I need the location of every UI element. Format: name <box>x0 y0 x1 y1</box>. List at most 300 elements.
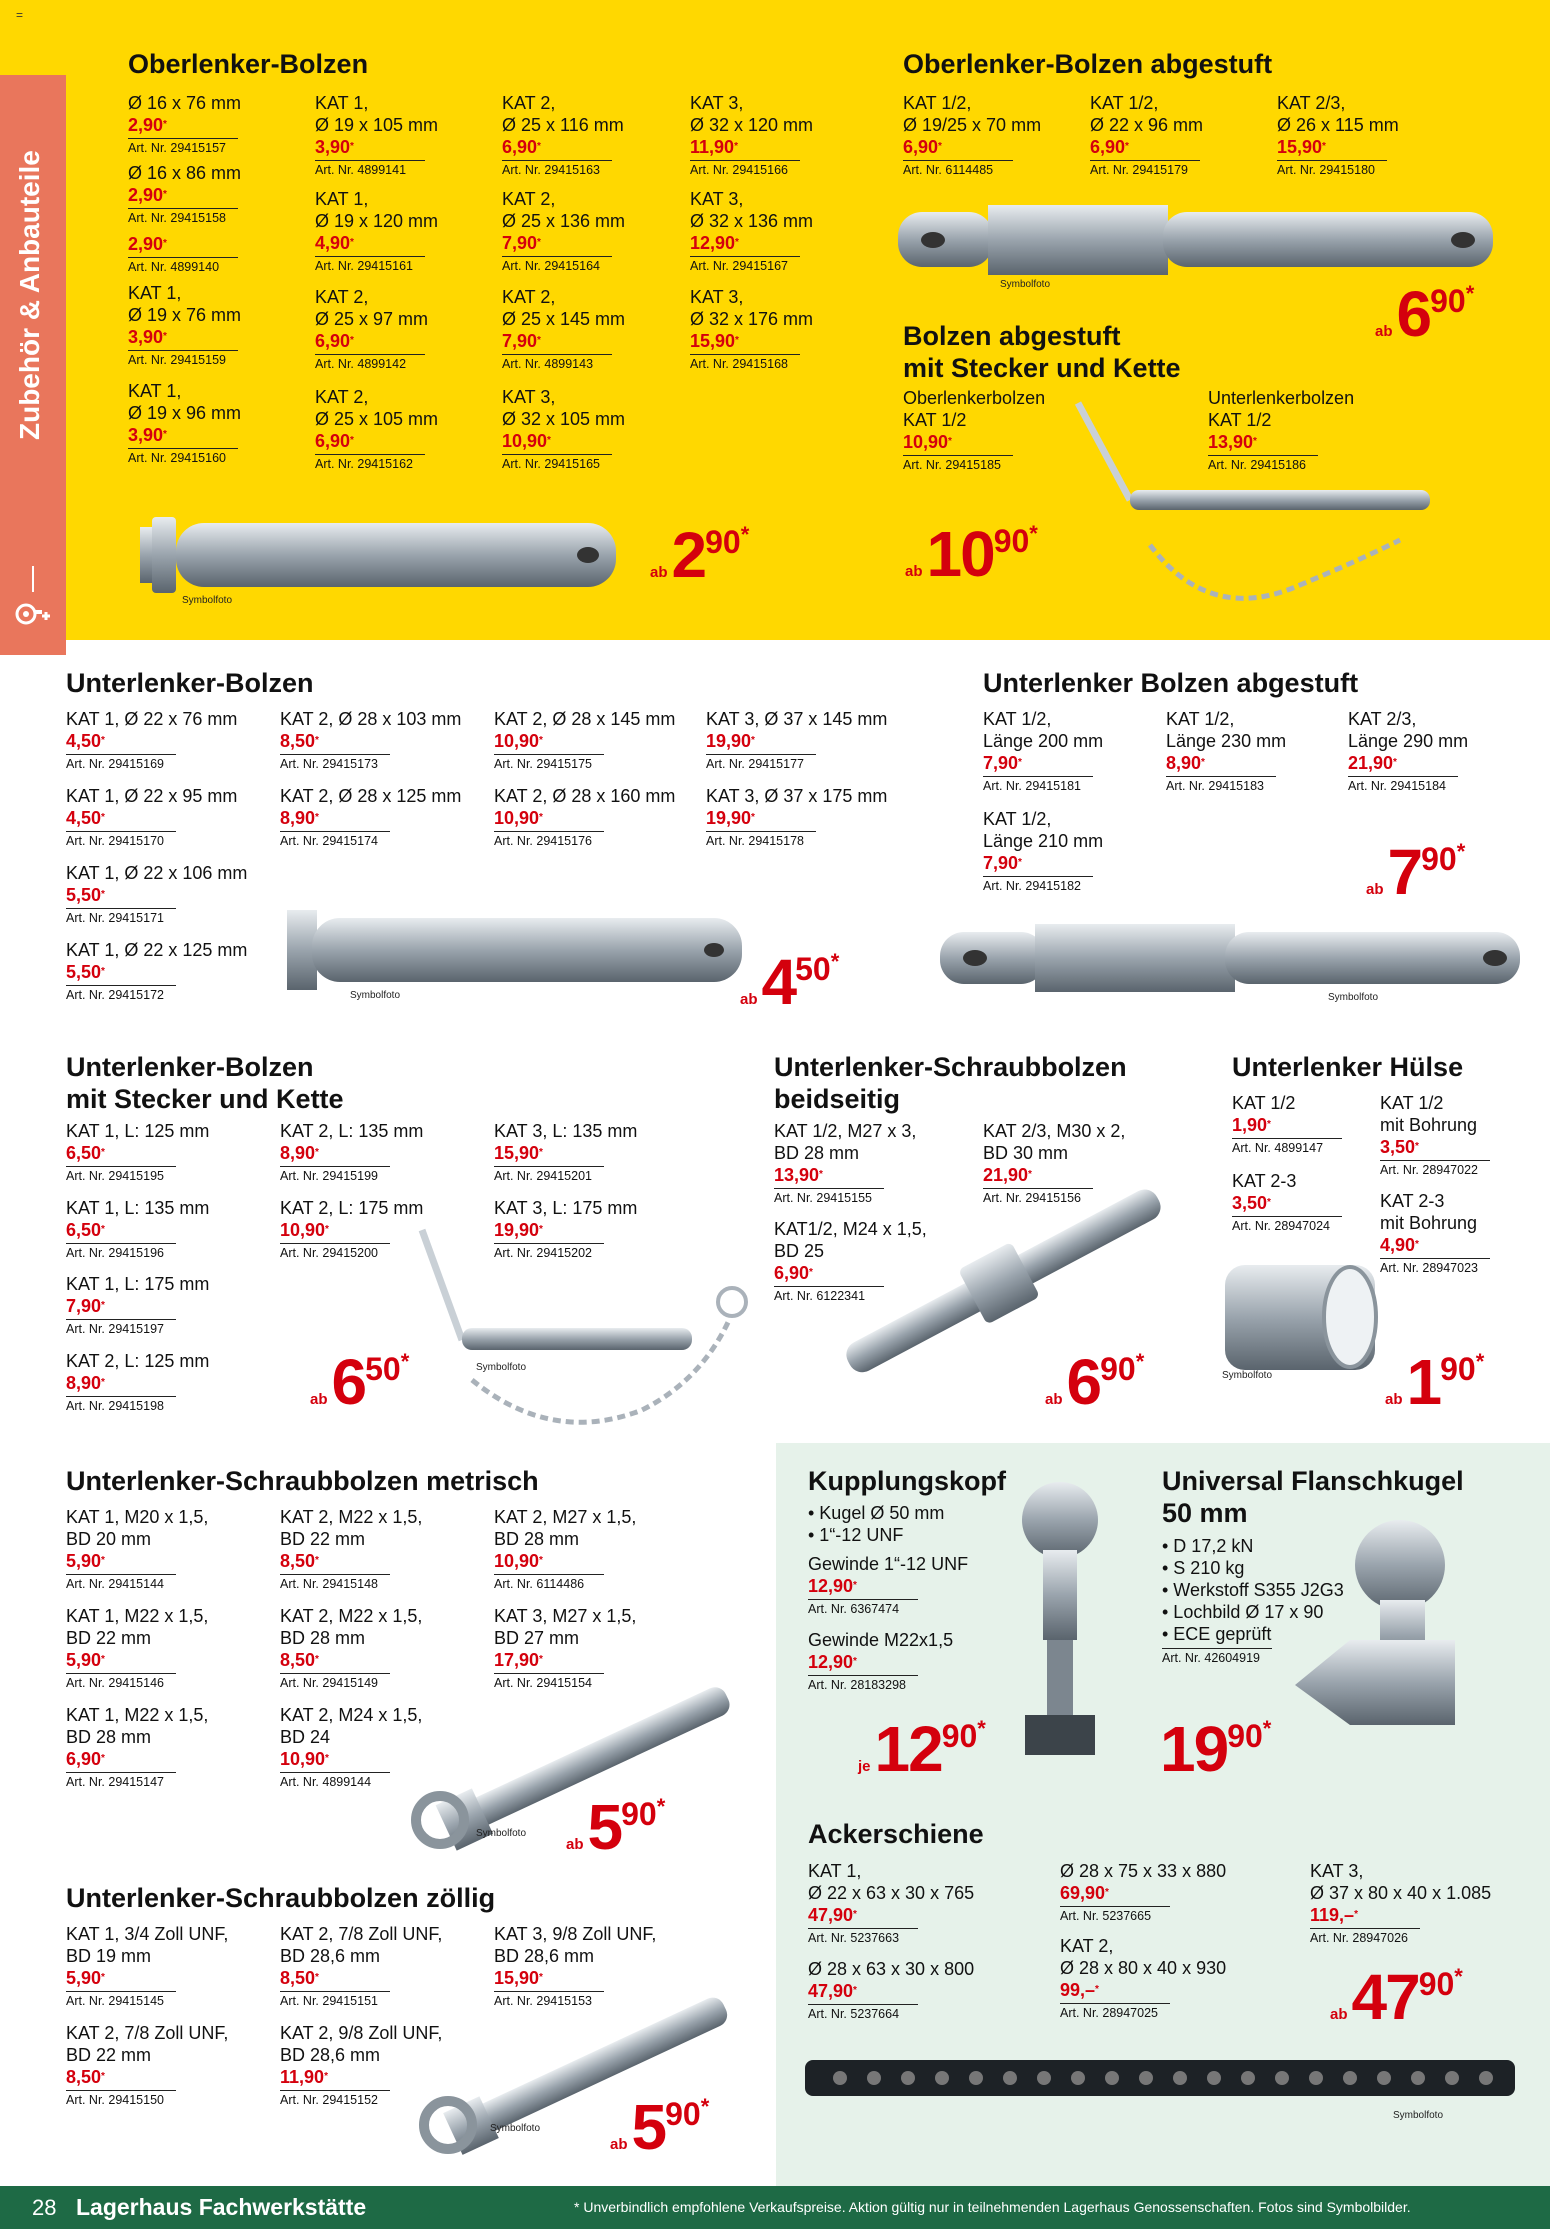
product-price: 4,90* <box>1380 1235 1419 1255</box>
big-price-schraub_zoll: ab590* <box>610 2091 710 2163</box>
product-spec: mit Bohrung <box>1380 1115 1478 1135</box>
product-price: 5,50* <box>66 962 105 982</box>
article-number: Art. Nr. 29415159 <box>128 350 238 369</box>
article-number: Art. Nr. 29415162 <box>315 454 425 473</box>
product-item <box>315 92 438 179</box>
product-item <box>494 1506 636 1593</box>
section-title-oberlenker: Oberlenker-Bolzen <box>128 49 369 79</box>
product-price: 12,90* <box>808 1652 857 1672</box>
section-title-ackerschiene: Ackerschiene <box>808 1819 984 1849</box>
article-number: Art. Nr. 29415158 <box>128 208 238 227</box>
article-number: Art. Nr. 29415164 <box>502 256 612 275</box>
product-price: 8,90* <box>1166 753 1205 773</box>
product-price: 2,90* <box>128 234 167 254</box>
product-price: 3,90* <box>315 137 354 157</box>
product-spec: KAT 2/3, M30 x 2, <box>983 1121 1126 1141</box>
product-price: 3,50* <box>1232 1193 1271 1213</box>
footer-brand: Lagerhaus Fachwerkstätte <box>76 2194 367 2220</box>
product-price: 7,90* <box>983 753 1022 773</box>
product-spec: Ø 28 x 80 x 40 x 930 <box>1060 1958 1227 1978</box>
flanschkugel-image <box>1290 1510 1460 1740</box>
symbolfoto-label: Symbolfoto <box>490 2123 541 2134</box>
product-spec: BD 28,6 mm <box>280 2045 381 2065</box>
product-spec: KAT 2, L: 125 mm <box>66 1351 210 1371</box>
product-spec: Gewinde 1“-12 UNF <box>808 1554 969 1574</box>
product-item <box>128 380 241 467</box>
big-price-unterlenker: ab450* <box>740 946 840 1018</box>
product-spec: Ø 16 x 76 mm <box>128 93 242 113</box>
product-price: 5,90* <box>66 1650 105 1670</box>
product-item <box>774 1218 927 1305</box>
product-item <box>706 785 887 850</box>
section-title-unterlenker-kette: Unterlenker-Bolzen mit Stecker und Kette <box>66 1052 344 1114</box>
product-price: 19,90* <box>706 731 755 751</box>
product-spec: Ø 19/25 x 70 mm <box>903 115 1042 135</box>
product-price: 47,90* <box>808 1981 857 2001</box>
product-item <box>690 188 813 275</box>
product-item <box>808 1860 974 1947</box>
product-price: 7,90* <box>502 331 541 351</box>
product-spec: KAT 1, M20 x 1,5, <box>66 1507 209 1527</box>
product-spec: BD 28 mm <box>494 1529 580 1549</box>
kupplungskopf-image <box>1005 1470 1115 1770</box>
product-spec: KAT 3, L: 175 mm <box>494 1198 638 1218</box>
product-item <box>774 1120 916 1207</box>
article-number: Art. Nr. 29415151 <box>280 1991 390 2010</box>
product-price: 10,90* <box>502 431 551 451</box>
product-spec: Ø 19 x 105 mm <box>315 115 439 135</box>
product-spec: Ø 25 x 136 mm <box>502 211 626 231</box>
product-item <box>66 1120 209 1185</box>
category-tab-label: Zubehör & Anbauteile <box>14 150 45 440</box>
tractor-icon <box>14 598 52 632</box>
symbolfoto-label: Symbolfoto <box>350 990 401 1001</box>
product-item <box>808 1553 968 1618</box>
product-price: 7,90* <box>983 853 1022 873</box>
ackerschiene-image <box>800 2048 1520 2108</box>
product-spec: KAT 1, Ø 22 x 95 mm <box>66 786 238 806</box>
product-price: 2,90* <box>128 185 167 205</box>
product-price: 8,90* <box>66 1373 105 1393</box>
product-spec: KAT 2, 7/8 Zoll UNF, <box>280 1924 443 1944</box>
article-number: Art. Nr. 29415172 <box>66 985 176 1004</box>
product-spec: BD 25 <box>774 1241 825 1261</box>
product-price: 5,90* <box>66 1551 105 1571</box>
product-spec: KAT 1/2 <box>1208 410 1272 430</box>
product-price: 6,90* <box>903 137 942 157</box>
product-price: 6,50* <box>66 1143 105 1163</box>
product-spec: KAT 1, Ø 22 x 125 mm <box>66 940 248 960</box>
product-spec: KAT 2, <box>502 287 556 307</box>
product-item <box>690 92 813 179</box>
product-item <box>903 387 1045 474</box>
article-number: Art. Nr. 29415199 <box>280 1166 390 1185</box>
product-spec: KAT 2/3, <box>1348 709 1417 729</box>
product-item <box>690 286 813 373</box>
product-spec: BD 28 mm <box>66 1727 152 1747</box>
footer-disclaimer: * Unverbindlich empfohlene Verkaufspreise. Aktion gültig nur in teilnehmenden Lagerhaus Genossenschaften. Fotos sind Symbolbilder. <box>574 2199 1411 2215</box>
product-spec: Ø 19 x 76 mm <box>128 305 242 325</box>
product-item <box>280 1120 423 1185</box>
product-spec: Ø 19 x 96 mm <box>128 403 242 423</box>
product-spec: BD 28,6 mm <box>280 1946 381 1966</box>
product-spec: KAT 1, <box>315 189 369 209</box>
product-item <box>66 1605 208 1692</box>
article-number: Art. Nr. 4899147 <box>1232 1138 1342 1157</box>
article-number: Art. Nr. 6114485 <box>903 160 1013 179</box>
product-item <box>494 1197 637 1262</box>
product-spec: KAT 2, M24 x 1,5, <box>280 1705 423 1725</box>
product-item <box>1310 1860 1491 1947</box>
product-price: 10,90* <box>494 731 543 751</box>
article-number: Art. Nr. 29415186 <box>1208 455 1318 474</box>
product-spec: BD 30 mm <box>983 1143 1069 1163</box>
article-number: Art. Nr. 29415197 <box>66 1319 176 1338</box>
product-item <box>128 282 241 369</box>
product-price: 6,90* <box>315 431 354 451</box>
product-price: 8,50* <box>280 731 319 751</box>
product-price: 21,90* <box>1348 753 1397 773</box>
product-price: 8,50* <box>280 1650 319 1670</box>
symbolfoto-label: Symbolfoto <box>182 595 233 606</box>
product-spec: Ø 25 x 97 mm <box>315 309 429 329</box>
product-item <box>502 386 625 473</box>
product-spec: KAT 1, <box>315 93 369 113</box>
product-price: 10,90* <box>494 808 543 828</box>
product-item <box>494 1923 656 2010</box>
product-spec: KAT 3, Ø 37 x 145 mm <box>706 709 888 729</box>
big-price-acker: ab4790* <box>1330 1961 1463 2033</box>
product-item <box>808 1958 974 2023</box>
product-spec: Ø 32 x 120 mm <box>690 115 814 135</box>
article-number: Art. Nr. 29415148 <box>280 1574 390 1593</box>
symbolfoto-label: Symbolfoto <box>1222 1370 1273 1381</box>
product-price: 10,90* <box>903 432 952 452</box>
product-spec: Ø 25 x 116 mm <box>502 115 624 135</box>
product-spec: KAT 2, Ø 28 x 125 mm <box>280 786 462 806</box>
product-price: 6,90* <box>1090 137 1129 157</box>
product-item <box>280 1923 442 2010</box>
product-item <box>1208 387 1354 474</box>
oberlenker-pin-image <box>118 505 638 605</box>
kupplung-bullets: • Kugel Ø 50 mm • 1“-12 UNF <box>808 1503 945 1545</box>
article-number: Art. Nr. 29415152 <box>280 2090 390 2109</box>
product-spec: KAT 2, <box>502 93 556 113</box>
product-spec: KAT 2-3 <box>1380 1191 1445 1211</box>
flansch-bullets: • D 17,2 kN • S 210 kg • Werkstoff S355 J2G3 • Lochbild Ø 17 x 90 • ECE geprüft <box>1162 1536 1344 1644</box>
product-spec: KAT 1, 3/4 Zoll UNF, <box>66 1924 229 1944</box>
big-price-unterlenker_abg: ab790* <box>1366 836 1466 908</box>
product-spec: KAT 2, <box>1060 1936 1114 1956</box>
product-price: 10,90* <box>494 1551 543 1571</box>
product-item <box>128 92 241 157</box>
product-price: 5,90* <box>66 1968 105 1988</box>
top-marker: = <box>16 8 24 22</box>
section-title-unterlenker: Unterlenker-Bolzen <box>66 668 314 698</box>
product-price: 19,90* <box>706 808 755 828</box>
article-number: Art. Nr. 29415182 <box>983 876 1093 895</box>
product-spec: Ø 28 x 63 x 30 x 800 <box>808 1959 975 1979</box>
article-number: Art. Nr. 29415150 <box>66 2090 176 2109</box>
product-price: 12,90* <box>690 233 739 253</box>
product-spec: KAT 2, <box>315 287 369 307</box>
article-number: Art. Nr. 29415169 <box>66 754 176 773</box>
product-item <box>280 708 461 773</box>
product-item <box>1166 708 1286 795</box>
product-spec: KAT 1/2, <box>903 93 972 113</box>
product-price: 12,90* <box>808 1576 857 1596</box>
product-price: 19,90* <box>494 1220 543 1240</box>
product-spec: Gewinde M22x1,5 <box>808 1630 954 1650</box>
article-number: Art. Nr. 29415171 <box>66 908 176 927</box>
product-price: 3,50* <box>1380 1137 1419 1157</box>
product-item <box>1060 1860 1226 1925</box>
article-number: Art. Nr. 28947023 <box>1380 1258 1490 1277</box>
article-number: Art. Nr. 29415196 <box>66 1243 176 1262</box>
tab-divider <box>32 566 34 592</box>
product-spec: KAT 1, <box>128 283 182 303</box>
product-item <box>66 1704 208 1791</box>
article-number: Art. Nr. 5237663 <box>808 1928 918 1947</box>
article-number: Art. Nr. 6114486 <box>494 1574 604 1593</box>
product-item <box>66 1273 209 1338</box>
article-number: Art. Nr. 29415149 <box>280 1673 390 1692</box>
product-price: 47,90* <box>808 1905 857 1925</box>
product-item <box>983 808 1103 895</box>
product-item <box>502 92 624 179</box>
product-price: 15,90* <box>494 1143 543 1163</box>
product-price: 119,–* <box>1310 1905 1358 1925</box>
product-spec: KAT 2, 7/8 Zoll UNF, <box>66 2023 229 2043</box>
product-spec: KAT 1/2, <box>1166 709 1235 729</box>
product-price: 2,90* <box>128 115 167 135</box>
product-price: 15,90* <box>494 1968 543 1988</box>
product-spec: KAT 2, Ø 28 x 103 mm <box>280 709 462 729</box>
article-number: Art. Nr. 6367474 <box>808 1599 918 1618</box>
product-price: 7,90* <box>66 1296 105 1316</box>
product-spec: BD 19 mm <box>66 1946 152 1966</box>
article-number: Art. Nr. 29415173 <box>280 754 390 773</box>
symbolfoto-label: Symbolfoto <box>1393 2110 1444 2121</box>
product-spec: BD 22 mm <box>66 2045 152 2065</box>
product-item <box>983 708 1103 795</box>
article-number: Art. Nr. 5237665 <box>1060 1906 1170 1925</box>
product-spec: BD 28,6 mm <box>494 1946 595 1966</box>
product-spec: KAT 2, M27 x 1,5, <box>494 1507 637 1527</box>
product-item <box>502 286 625 373</box>
article-number: Art. Nr. 28947022 <box>1380 1160 1490 1179</box>
article-number: Art. Nr. 29415146 <box>66 1673 176 1692</box>
product-spec: KAT 1/2, <box>983 709 1052 729</box>
unterlenker-pin-image <box>282 900 752 1000</box>
section-title-schraub-metrisch: Unterlenker-Schraubbolzen metrisch <box>66 1466 539 1496</box>
big-price-schraub_metr: ab590* <box>566 1791 666 1863</box>
product-item <box>66 862 247 927</box>
article-number: Art. Nr. 29415170 <box>66 831 176 850</box>
product-spec: KAT 2/3, <box>1277 93 1346 113</box>
product-item <box>315 286 428 373</box>
product-item <box>280 785 461 850</box>
product-spec: KAT 1, <box>808 1861 862 1881</box>
product-price: 4,50* <box>66 808 105 828</box>
article-number: Art. Nr. 6122341 <box>774 1286 884 1305</box>
product-item <box>66 939 247 1004</box>
product-item <box>128 233 238 276</box>
article-number: Art. Nr. 29415166 <box>690 160 800 179</box>
product-spec: BD 27 mm <box>494 1628 580 1648</box>
product-item <box>1380 1092 1490 1179</box>
article-number: Art. Nr. 29415144 <box>66 1574 176 1593</box>
product-spec: KAT 1, Ø 22 x 76 mm <box>66 709 238 729</box>
product-spec: KAT 2, Ø 28 x 160 mm <box>494 786 676 806</box>
product-item <box>502 188 625 275</box>
product-spec: KAT 1, L: 135 mm <box>66 1198 210 1218</box>
product-spec: KAT 2, L: 135 mm <box>280 1121 424 1141</box>
article-number: Art. Nr. 29415175 <box>494 754 604 773</box>
product-spec: Ø 25 x 105 mm <box>315 409 439 429</box>
article-number: Art. Nr. 29415184 <box>1348 776 1458 795</box>
product-item <box>66 1923 228 2010</box>
product-spec: KAT 3, 9/8 Zoll UNF, <box>494 1924 657 1944</box>
product-price: 8,90* <box>280 1143 319 1163</box>
product-spec: KAT 1, <box>128 381 182 401</box>
section-title-kupplung: Kupplungskopf <box>808 1466 1006 1496</box>
article-number: Art. Nr. 29415185 <box>903 455 1013 474</box>
product-spec: Länge 230 mm <box>1166 731 1287 751</box>
product-spec: Ø 28 x 75 x 33 x 880 <box>1060 1861 1227 1881</box>
product-spec: Ø 26 x 115 mm <box>1277 115 1399 135</box>
article-number: Art. Nr. 29415180 <box>1277 160 1387 179</box>
article-number: Art. Nr. 29415161 <box>315 256 425 275</box>
product-item <box>66 708 237 773</box>
product-spec: KAT 3, <box>1310 1861 1364 1881</box>
huelse-image <box>1215 1250 1390 1385</box>
big-price-huelse: ab190* <box>1385 1346 1485 1418</box>
article-number: Art. Nr. 29415153 <box>494 1991 604 2010</box>
product-spec: KAT 1/2 <box>1232 1093 1296 1113</box>
product-price: 13,90* <box>1208 432 1257 452</box>
product-spec: Oberlenkerbolzen <box>903 388 1046 408</box>
article-number: Art. Nr. 4899144 <box>280 1772 390 1791</box>
product-spec: KAT 1, L: 175 mm <box>66 1274 210 1294</box>
big-price-unterlenker_kette: ab650* <box>310 1346 410 1418</box>
product-spec: Ø 32 x 176 mm <box>690 309 814 329</box>
product-spec: BD 22 mm <box>66 1628 152 1648</box>
article-number: Art. Nr. 29415200 <box>280 1243 390 1262</box>
section-title-flanschkugel: Universal Flanschkugel 50 mm <box>1162 1466 1464 1528</box>
article-number: Art. Nr. 29415178 <box>706 831 816 850</box>
product-spec: Ø 25 x 145 mm <box>502 309 626 329</box>
product-spec: mit Bohrung <box>1380 1213 1478 1233</box>
product-price: 8,50* <box>66 2067 105 2087</box>
article-number: Art. Nr. 29415176 <box>494 831 604 850</box>
product-price: 4,50* <box>66 731 105 751</box>
product-spec: Ø 22 x 63 x 30 x 765 <box>808 1883 975 1903</box>
product-item <box>280 1704 422 1791</box>
product-item <box>280 1197 423 1262</box>
article-number: Art. Nr. 29415156 <box>983 1188 1093 1207</box>
article-number: Art. Nr. 29415201 <box>494 1166 604 1185</box>
product-item <box>66 1506 208 1593</box>
article-number: Art. Nr. 29415168 <box>690 354 800 373</box>
product-item <box>66 2022 228 2109</box>
product-item <box>1232 1170 1342 1235</box>
product-price: 8,50* <box>280 1968 319 1988</box>
article-number: Art. Nr. 29415160 <box>128 448 238 467</box>
product-spec: BD 28 mm <box>280 1628 366 1648</box>
product-spec: KAT 3, Ø 37 x 175 mm <box>706 786 888 806</box>
product-spec: Länge 210 mm <box>983 831 1104 851</box>
big-price-oberlenker: ab290* <box>650 519 750 591</box>
product-item <box>494 708 675 773</box>
product-spec: Unterlenkerbolzen <box>1208 388 1355 408</box>
article-number: Art. Nr. 4899141 <box>315 160 425 179</box>
product-spec: KAT 3, <box>690 287 744 307</box>
product-price: 8,50* <box>280 1551 319 1571</box>
product-price: 6,90* <box>774 1263 813 1283</box>
big-price-flansch: 1990* <box>1160 1713 1272 1785</box>
product-price: 5,50* <box>66 885 105 905</box>
product-item <box>1380 1190 1490 1277</box>
product-price: 10,90* <box>280 1749 329 1769</box>
article-number: Art. Nr. 29415198 <box>66 1396 176 1415</box>
product-spec: Ø 19 x 120 mm <box>315 211 439 231</box>
product-price: 10,90* <box>280 1220 329 1240</box>
article-number: Art. Nr. 29415195 <box>66 1166 176 1185</box>
product-price: 8,90* <box>280 808 319 828</box>
product-spec: Ø 37 x 80 x 40 x 1.085 <box>1310 1883 1492 1903</box>
product-price: 7,90* <box>502 233 541 253</box>
product-spec: Ø 16 x 86 mm <box>128 163 242 183</box>
product-spec: KAT 1/2 <box>1380 1093 1444 1113</box>
article-number: Art. Nr. 29415179 <box>1090 160 1200 179</box>
section-title-schraub-zoellig: Unterlenker-Schraubbolzen zöllig <box>66 1883 496 1913</box>
product-spec: KAT 1/2, M27 x 3, <box>774 1121 917 1141</box>
product-spec: KAT 2, <box>502 189 556 209</box>
section-title-huelse: Unterlenker Hülse <box>1232 1052 1464 1082</box>
article-number: Art. Nr. 29415147 <box>66 1772 176 1791</box>
product-spec: Ø 32 x 136 mm <box>690 211 814 231</box>
article-number: Art. Nr. 29415177 <box>706 754 816 773</box>
article-number: Art. Nr. 28947024 <box>1232 1216 1342 1235</box>
article-number: Art. Nr. 4899140 <box>128 257 238 276</box>
product-item <box>983 1120 1125 1207</box>
product-spec: KAT1/2, M24 x 1,5, <box>774 1219 927 1239</box>
section-title-unterlenker-abgestuft: Unterlenker Bolzen abgestuft <box>983 668 1359 698</box>
product-item <box>494 1120 637 1185</box>
product-spec: KAT 3, M27 x 1,5, <box>494 1606 637 1626</box>
product-price: 6,50* <box>66 1220 105 1240</box>
symbolfoto-label: Symbolfoto <box>1328 992 1379 1003</box>
oberlenker-abgestuft-image <box>893 200 1503 286</box>
big-price-bolzen_kette: ab1090* <box>905 518 1038 590</box>
product-price: 17,90* <box>494 1650 543 1670</box>
product-item <box>1090 92 1203 179</box>
article-number: Art. Nr. 28947025 <box>1060 2003 1170 2022</box>
article-number: Art. Nr. 28947026 <box>1310 1928 1420 1947</box>
product-spec: KAT 1, M22 x 1,5, <box>66 1606 209 1626</box>
article-number: Art. Nr. 5237664 <box>808 2004 918 2023</box>
product-spec: Länge 290 mm <box>1348 731 1469 751</box>
section-title-oberlenker-abgestuft: Oberlenker-Bolzen abgestuft <box>903 49 1273 79</box>
product-spec: KAT 2-3 <box>1232 1171 1297 1191</box>
product-price: 6,90* <box>66 1749 105 1769</box>
product-price: 11,90* <box>280 2067 328 2087</box>
article-number: Art. Nr. 28183298 <box>808 1675 918 1694</box>
article-number: Art. Nr. 29415165 <box>502 454 612 473</box>
product-item <box>66 1350 209 1415</box>
product-item <box>66 785 237 850</box>
